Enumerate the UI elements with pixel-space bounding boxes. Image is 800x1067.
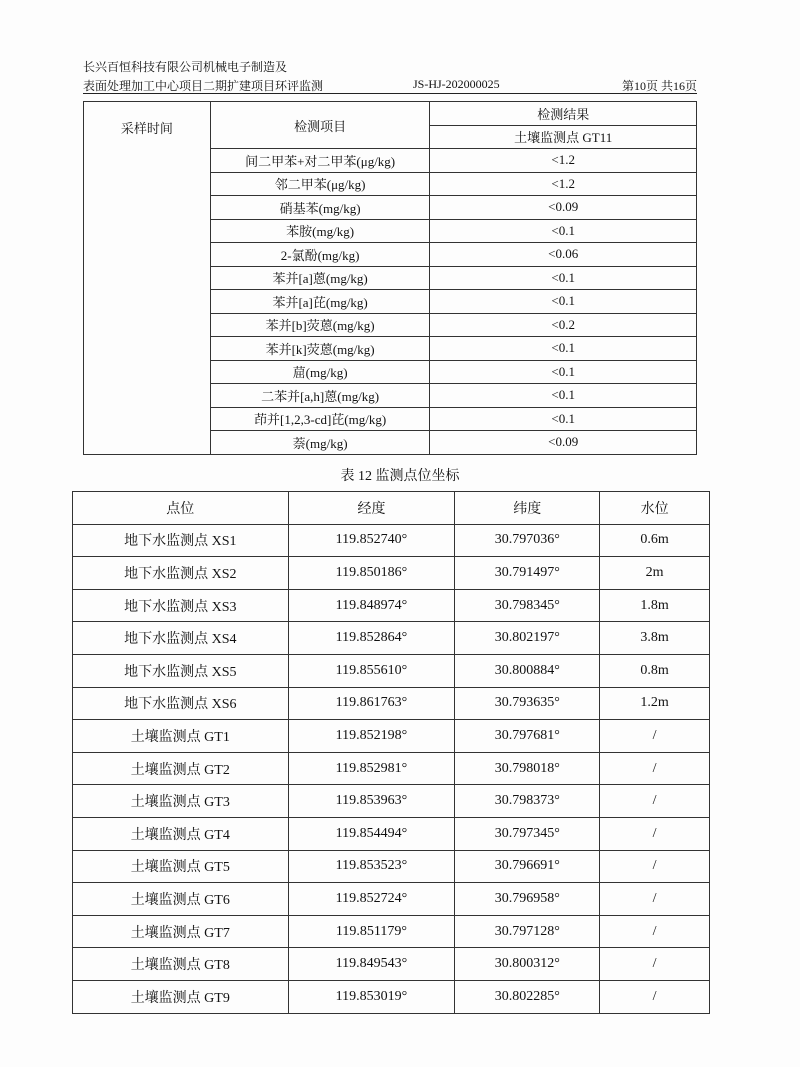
water-level: 1.8m <box>600 589 710 622</box>
longitude: 119.852864° <box>288 622 455 655</box>
water-level: 0.6m <box>600 524 710 557</box>
water-level: / <box>600 915 710 948</box>
point-name: 地下水监测点 XS4 <box>73 622 289 655</box>
point-name: 土壤监测点 GT6 <box>73 883 289 916</box>
item-name: 茚并[1,2,3-cd]芘(mg/kg) <box>210 407 430 431</box>
water-level: / <box>600 980 710 1013</box>
item-value: <0.1 <box>430 407 697 431</box>
header-point: 点位 <box>73 492 289 525</box>
longitude: 119.854494° <box>288 817 455 850</box>
header-project: 表面处理加工中心项目二期扩建项目环评监测 <box>83 79 324 93</box>
latitude: 30.796958° <box>455 883 600 916</box>
table-row <box>73 622 710 655</box>
table-row <box>73 557 710 590</box>
latitude: 30.802197° <box>455 622 600 655</box>
water-level: / <box>600 883 710 916</box>
longitude: 119.848974° <box>288 589 455 622</box>
water-level: / <box>600 752 710 785</box>
longitude: 119.853523° <box>288 850 455 883</box>
item-header: 检测项目 <box>210 102 430 149</box>
longitude: 119.850186° <box>288 557 455 590</box>
table-row <box>73 817 710 850</box>
results-table <box>83 101 697 455</box>
point-name: 土壤监测点 GT1 <box>73 720 289 753</box>
point-name: 土壤监测点 GT3 <box>73 785 289 818</box>
table-row <box>73 850 710 883</box>
item-name: 萘(mg/kg) <box>210 431 430 455</box>
point-name: 地下水监测点 XS3 <box>73 589 289 622</box>
point-name: 地下水监测点 XS5 <box>73 654 289 687</box>
item-value: <0.1 <box>430 266 697 290</box>
longitude: 119.852724° <box>288 883 455 916</box>
latitude: 30.798345° <box>455 589 600 622</box>
longitude: 119.851179° <box>288 915 455 948</box>
item-name: 苯并[k]荧蒽(mg/kg) <box>210 337 430 361</box>
item-value: <0.09 <box>430 196 697 220</box>
longitude: 119.852198° <box>288 720 455 753</box>
item-value: <0.06 <box>430 243 697 267</box>
item-name: 䓛(mg/kg) <box>210 360 430 384</box>
item-value: <0.2 <box>430 313 697 337</box>
point-name: 土壤监测点 GT5 <box>73 850 289 883</box>
table-row <box>73 654 710 687</box>
latitude: 30.796691° <box>455 850 600 883</box>
table-caption: 表 12 监测点位坐标 <box>340 469 460 484</box>
table-row <box>73 915 710 948</box>
item-value: <0.1 <box>430 384 697 408</box>
longitude: 119.852740° <box>288 524 455 557</box>
water-level: 2m <box>600 557 710 590</box>
latitude: 30.793635° <box>455 687 600 720</box>
latitude: 30.797036° <box>455 524 600 557</box>
header-company: 长兴百恒科技有限公司机械电子制造及 <box>83 60 288 74</box>
point-header: 土壤监测点 GT11 <box>430 125 697 149</box>
point-name: 土壤监测点 GT7 <box>73 915 289 948</box>
latitude: 30.797128° <box>455 915 600 948</box>
item-value: <0.1 <box>430 337 697 361</box>
longitude: 119.853963° <box>288 785 455 818</box>
water-level: 1.2m <box>600 687 710 720</box>
table-row <box>73 948 710 981</box>
point-name: 地下水监测点 XS2 <box>73 557 289 590</box>
latitude: 30.797345° <box>455 817 600 850</box>
header-bar <box>83 77 697 94</box>
item-name: 2-氯酚(mg/kg) <box>210 243 430 267</box>
table-row <box>73 720 710 753</box>
item-name: 苯并[a]蒽(mg/kg) <box>210 266 430 290</box>
header-page-number: 第10页 共16页 <box>621 79 697 93</box>
point-name: 土壤监测点 GT2 <box>73 752 289 785</box>
water-level: 0.8m <box>600 654 710 687</box>
item-value: <0.1 <box>430 290 697 314</box>
item-name: 苯并[a]芘(mg/kg) <box>210 290 430 314</box>
item-name: 硝基苯(mg/kg) <box>210 196 430 220</box>
water-level: / <box>600 817 710 850</box>
header-latitude: 纬度 <box>455 492 600 525</box>
table-row <box>73 687 710 720</box>
header-report-no: JS-HJ-202000025 <box>413 77 500 91</box>
latitude: 30.798018° <box>455 752 600 785</box>
longitude: 119.861763° <box>288 687 455 720</box>
table-row <box>73 980 710 1013</box>
item-name: 苯胺(mg/kg) <box>210 219 430 243</box>
table-row <box>73 883 710 916</box>
latitude: 30.802285° <box>455 980 600 1013</box>
table-row <box>73 589 710 622</box>
point-name: 土壤监测点 GT8 <box>73 948 289 981</box>
item-value: <1.2 <box>430 172 697 196</box>
header-water-level: 水位 <box>600 492 710 525</box>
item-name: 苯并[b]荧蒽(mg/kg) <box>210 313 430 337</box>
item-value: <0.1 <box>430 360 697 384</box>
item-value: <0.1 <box>430 219 697 243</box>
point-name: 土壤监测点 GT9 <box>73 980 289 1013</box>
table-row <box>73 524 710 557</box>
longitude: 119.855610° <box>288 654 455 687</box>
water-level: / <box>600 948 710 981</box>
item-name: 邻二甲苯(μg/kg) <box>210 172 430 196</box>
point-name: 土壤监测点 GT4 <box>73 817 289 850</box>
longitude: 119.853019° <box>288 980 455 1013</box>
point-name: 地下水监测点 XS6 <box>73 687 289 720</box>
header-longitude: 经度 <box>288 492 455 525</box>
item-value: <1.2 <box>430 149 697 173</box>
water-level: / <box>600 785 710 818</box>
latitude: 30.797681° <box>455 720 600 753</box>
latitude: 30.800312° <box>455 948 600 981</box>
coordinates-table <box>72 491 710 1014</box>
point-name: 地下水监测点 XS1 <box>73 524 289 557</box>
latitude: 30.798373° <box>455 785 600 818</box>
item-name: 二苯并[a,h]蒽(mg/kg) <box>210 384 430 408</box>
table-row <box>73 752 710 785</box>
longitude: 119.849543° <box>288 948 455 981</box>
water-level: / <box>600 720 710 753</box>
sampling-time-header: 采样时间 <box>84 102 211 455</box>
table-row <box>73 785 710 818</box>
latitude: 30.800884° <box>455 654 600 687</box>
water-level: 3.8m <box>600 622 710 655</box>
water-level: / <box>600 850 710 883</box>
item-name: 间二甲苯+对二甲苯(μg/kg) <box>210 149 430 173</box>
longitude: 119.852981° <box>288 752 455 785</box>
result-header: 检测结果 <box>430 102 697 126</box>
item-value: <0.09 <box>430 431 697 455</box>
latitude: 30.791497° <box>455 557 600 590</box>
